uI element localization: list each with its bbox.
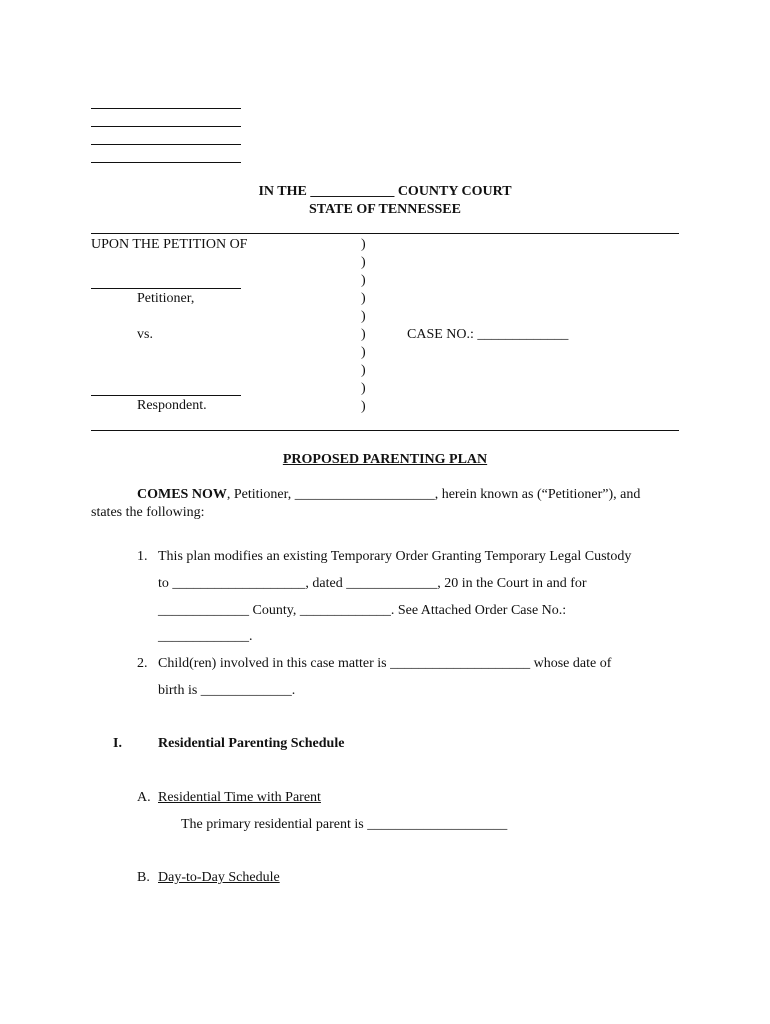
case-number-field: CASE NO.: _____________ [407, 327, 569, 342]
caption-bottom-rule [91, 430, 679, 431]
section-1-numeral: I. [113, 736, 122, 751]
section-1-heading: Residential Parenting Schedule [158, 736, 345, 751]
caption-paren: ) [361, 237, 366, 252]
respondent-label: Respondent. [137, 398, 207, 413]
caption-paren: ) [361, 327, 366, 342]
subsection-b-heading: Day-to-Day Schedule [158, 870, 280, 885]
item-1-number: 1. [137, 549, 148, 564]
item-2-line-1: Child(ren) involved in this case matter is ____________________ whose date of [158, 656, 612, 671]
subsection-a-body: The primary residential parent is ____________________ [181, 817, 508, 832]
document-title: PROPOSED PARENTING PLAN [282, 452, 488, 467]
caption-paren: ) [361, 309, 366, 324]
vs-label: vs. [137, 327, 153, 342]
upon-petition-label: UPON THE PETITION OF [91, 237, 248, 252]
header-blank-line-1 [91, 108, 241, 109]
item-2-number: 2. [137, 656, 148, 671]
caption-paren: ) [361, 291, 366, 306]
item-1-line-1: This plan modifies an existing Temporary Order Granting Temporary Legal Custody [158, 549, 632, 564]
item-2-line-2: birth is _____________. [158, 683, 296, 698]
petitioner-label: Petitioner, [137, 291, 195, 306]
header-blank-line-2 [91, 126, 241, 127]
state-line: STATE OF TENNESSEE [309, 202, 461, 217]
subsection-a-heading: Residential Time with Parent [158, 790, 321, 805]
caption-paren: ) [361, 273, 366, 288]
header-blank-line-4 [91, 162, 241, 163]
court-line: IN THE ____________ COUNTY COURT [258, 184, 512, 199]
subsection-a-letter: A. [137, 790, 151, 805]
item-1-line-4: _____________. [158, 629, 253, 644]
comes-now-label: COMES NOW [137, 487, 227, 502]
petitioner-name-blank [91, 288, 241, 289]
caption-top-rule [91, 233, 679, 234]
caption-paren: ) [361, 381, 366, 396]
intro-line-1 [137, 487, 640, 503]
caption-paren: ) [361, 399, 366, 414]
intro-line-2: states the following: [91, 505, 205, 520]
subsection-b-letter: B. [137, 870, 150, 885]
item-1-line-2: to ___________________, dated _____________, 20 in the Court in and for [158, 576, 587, 591]
intro-line-1-rest: , Petitioner, ____________________, herein known as (“Petitioner”), and [226, 487, 641, 502]
respondent-name-blank [91, 395, 241, 396]
header-blank-line-3 [91, 144, 241, 145]
caption-paren: ) [361, 345, 366, 360]
item-1-line-3: _____________ County, _____________. See Attached Order Case No.: [158, 603, 567, 618]
caption-paren: ) [361, 363, 366, 378]
caption-paren: ) [361, 255, 366, 270]
